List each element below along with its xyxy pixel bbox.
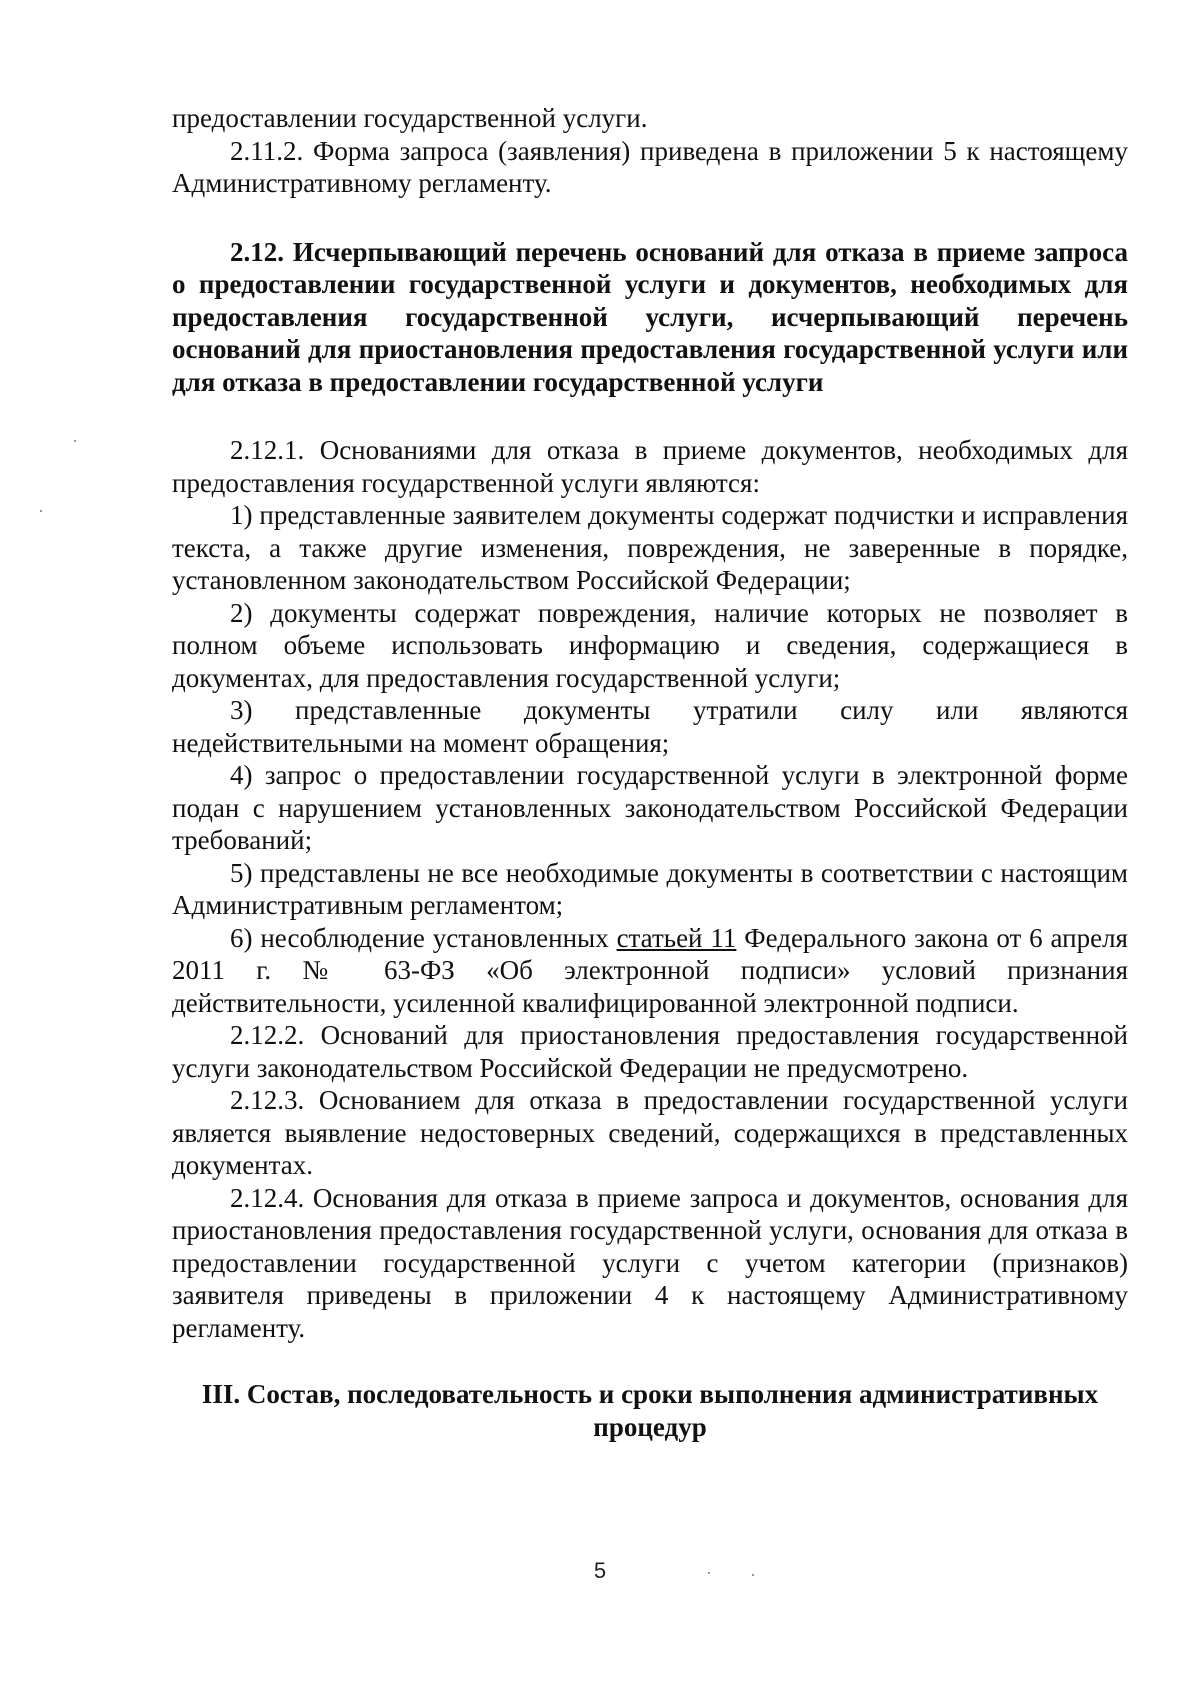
list-item-6 — [172, 922, 1128, 1020]
list-item: 1) представленные заявителем документы содержат подчистки и исправления текста, а также другие изменения, повреждения, не заверенные в порядке, установленном законодательством Российской Федерации; — [172, 500, 1128, 595]
law-article-link[interactable]: статьей 11 — [616, 922, 737, 953]
paragraph-2-11-2: 2.11.2. Форма запроса (заявления) приведена в приложении 5 к настоящему Административному регламенту. — [172, 135, 1128, 198]
paragraph-2-12-1: 2.12.1. Основаниями для отказа в приеме документов, необходимых для предоставления государственной услуги являются: — [172, 435, 1128, 498]
paragraph-2-12-4: 2.12.4. Основания для отказа в приеме запроса и документов, основания для приостановления предоставления государственной услуги, основания для отказа в предоставлении государственной услуги с учетом категории (признаков) заявителя приведены в приложении 4 к настоящему Административному регламенту. — [172, 1182, 1128, 1343]
page-number: 5 — [593, 1558, 607, 1583]
scan-speck — [752, 1574, 754, 1576]
list-item: 2) документы содержат повреждения, наличие которых не позволяет в полном объеме использовать информацию и сведения, содержащиеся в документах, для предоставления государственной услуги; — [172, 597, 1128, 693]
scan-speck — [40, 510, 42, 512]
section-iii-heading: III. Состав, последовательность и сроки выполнения административных процедур — [201, 1379, 1099, 1442]
scan-speck — [74, 440, 76, 442]
document-body — [172, 102, 1128, 1443]
list-item: 5) представлены не все необходимые документы в соответствии с настоящим Административным регламентом; — [172, 857, 1128, 920]
item6-text-before: 6) несоблюдение установленных — [230, 922, 617, 953]
heading-2-12: 2.12. Исчерпывающий перечень оснований для отказа в приеме запроса о предоставлении государственной услуги и документов, необходимых для предоставления государственной услуги, исчерпывающий перечень оснований для приостановления предоставления государственной услуги или для отказа в предоставлении государственной услуги — [172, 236, 1128, 397]
list-item: 3) представленные документы утратили силу или являются недействительными на момент обращения; — [172, 695, 1128, 758]
top-text: предоставлении государственной услуги. — [172, 103, 648, 133]
item6-text-after: Федерального закона от 6 апреля 2011 г. № 63-ФЗ «Об электронной подписи» условий признания действительности, усиленной квалифицированной электронной подписи. — [172, 922, 1128, 1018]
scan-speck — [708, 1572, 710, 1574]
list-item: 4) запрос о предоставлении государственной услуги в электронной форме подан с нарушением установленных законодательством Российской Федерации требований; — [172, 760, 1128, 855]
paragraph-2-12-3: 2.12.3. Основанием для отказа в предоставлении государственной услуги является выявление недостоверных сведений, содержащихся в представленных документах. — [172, 1085, 1128, 1180]
paragraph-2-12-2: 2.12.2. Оснований для приостановления предоставления государственной услуги законодательством Российской Федерации не предусмотрено. — [172, 1020, 1128, 1083]
